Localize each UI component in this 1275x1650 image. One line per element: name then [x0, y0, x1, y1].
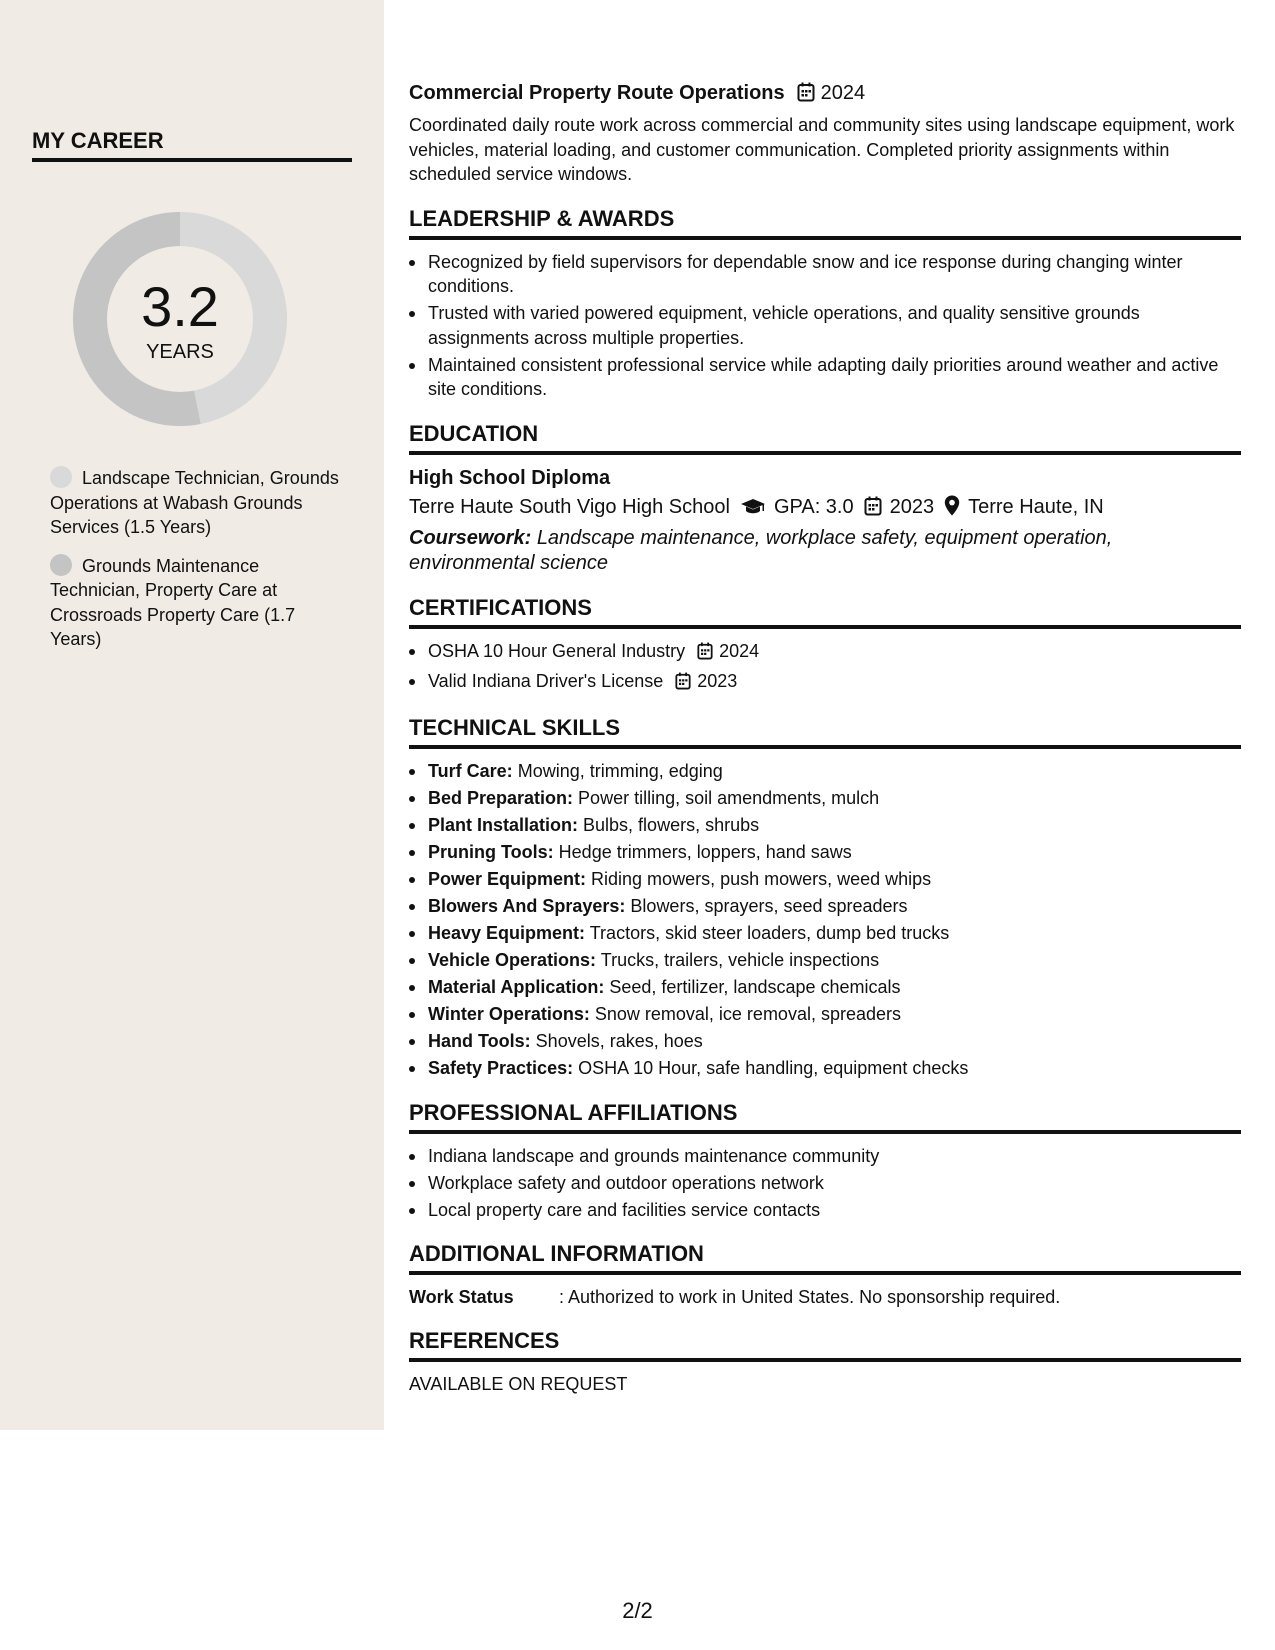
skill-value: Bulbs, flowers, shrubs: [583, 815, 760, 835]
job-description: Coordinated daily route work across commercial and community sites using landscape equipment, work vehicles, material loading, and customer communication. Completed priority assignments within scheduled service windows.: [409, 115, 1235, 184]
skill-label: Hand Tools:: [428, 1031, 531, 1051]
skill-value: Power tilling, soil amendments, mulch: [578, 788, 880, 808]
skill-value: Tractors, skid steer loaders, dump bed trucks: [589, 923, 950, 943]
job-title: Commercial Property Route Operations: [409, 82, 785, 104]
calendar-icon: [697, 642, 713, 667]
certifications-list: [409, 639, 1241, 697]
section-heading-education: EDUCATION: [409, 420, 1241, 455]
graduation-year: 2023: [889, 495, 935, 518]
coursework-text: Landscape maintenance, workplace safety, equipment operation, environmental science: [409, 526, 1113, 574]
section-heading-affiliations: PROFESSIONAL AFFILIATIONS: [409, 1099, 1241, 1134]
list-item: Workplace safety and outdoor operations network: [409, 1171, 1241, 1196]
section-heading-leadership: LEADERSHIP & AWARDS: [409, 205, 1241, 240]
references-text: AVAILABLE ON REQUEST: [409, 1374, 628, 1394]
list-item: [409, 1029, 1241, 1054]
sidebar: [0, 0, 384, 1430]
skill-value: Snow removal, ice removal, spreaders: [594, 1004, 901, 1024]
career-heading: MY CAREER: [32, 128, 352, 162]
location-pin-icon: [944, 494, 960, 526]
school-location: Terre Haute, IN: [968, 495, 1104, 518]
skill-label: Bed Preparation:: [428, 788, 574, 808]
calendar-icon: [864, 494, 882, 526]
section-heading-references: REFERENCES: [409, 1327, 1241, 1362]
skills-list: [409, 759, 1241, 1081]
certification-year: 2023: [697, 670, 738, 691]
work-status-row: [409, 1285, 1241, 1309]
list-item: [409, 639, 1241, 667]
skill-value: OSHA 10 Hour, safe handling, equipment checks: [578, 1058, 969, 1078]
list-item: Local property care and facilities service contacts: [409, 1198, 1241, 1223]
skill-value: Blowers, sprayers, seed spreaders: [630, 896, 908, 916]
skill-value: Seed, fertilizer, landscape chemicals: [609, 977, 901, 997]
leadership-list: [409, 250, 1241, 402]
list-item: [409, 813, 1241, 838]
list-item: [409, 1056, 1241, 1081]
graduation-cap-icon: [740, 494, 766, 526]
total-years-unit: YEARS: [146, 341, 214, 363]
list-item: Maintained consistent professional service while adapting daily priorities around weather and active site conditions.: [409, 353, 1241, 402]
list-item: Indiana landscape and grounds maintenance community: [409, 1144, 1241, 1169]
list-item: [409, 759, 1241, 784]
affiliations-list: [409, 1144, 1241, 1223]
section-heading-skills: TECHNICAL SKILLS: [409, 714, 1241, 749]
skill-label: Safety Practices:: [428, 1058, 574, 1078]
list-item: Recognized by field supervisors for dependable snow and ice response during changing winter conditions.: [409, 250, 1241, 299]
experience-entry-title: [409, 80, 1241, 109]
list-item: [409, 921, 1241, 946]
legend-dot: [50, 554, 72, 576]
section-heading-additional: ADDITIONAL INFORMATION: [409, 1240, 1241, 1275]
certification-year: 2024: [719, 640, 760, 661]
skill-label: Plant Installation:: [428, 815, 579, 835]
main-content: [409, 80, 1241, 1396]
certification-name: OSHA 10 Hour General Industry: [428, 640, 686, 661]
list-item: [409, 1002, 1241, 1027]
skill-label: Turf Care:: [428, 761, 513, 781]
career-legend: [50, 466, 340, 666]
list-item: [409, 867, 1241, 892]
skill-value: Mowing, trimming, edging: [517, 761, 723, 781]
list-item: [409, 840, 1241, 865]
skill-value: Shovels, rakes, hoes: [535, 1031, 703, 1051]
legend-item: [50, 554, 340, 652]
gpa: GPA: 3.0: [773, 495, 854, 518]
skill-label: Winter Operations:: [428, 1004, 590, 1024]
legend-label: Landscape Technician, Grounds Operations at Wabash Grounds Services (1.5 Years): [50, 468, 339, 537]
list-item: [409, 786, 1241, 811]
skill-label: Power Equipment:: [428, 869, 587, 889]
list-item: [409, 948, 1241, 973]
skill-value: Hedge trimmers, loppers, hand saws: [558, 842, 852, 862]
skill-label: Material Application:: [428, 977, 605, 997]
list-item: [409, 894, 1241, 919]
legend-label: Grounds Maintenance Technician, Property Care at Crossroads Property Care (1.7 Years): [50, 555, 296, 649]
school-name: Terre Haute South Vigo High School: [409, 495, 730, 518]
skill-value: Trucks, trailers, vehicle inspections: [600, 950, 880, 970]
legend-item: [50, 466, 340, 540]
calendar-icon: [675, 672, 691, 697]
section-heading-certifications: CERTIFICATIONS: [409, 594, 1241, 629]
list-item: [409, 975, 1241, 1000]
job-year: 2024: [820, 82, 866, 104]
legend-dot: [50, 466, 72, 488]
total-years-value: 3.2: [141, 275, 219, 338]
coursework: [409, 526, 1241, 576]
skill-label: Blowers And Sprayers:: [428, 896, 626, 916]
work-status-value: : Authorized to work in United States. No sponsorship required.: [559, 1287, 1061, 1307]
skill-value: Riding mowers, push mowers, weed whips: [591, 869, 932, 889]
coursework-label: Coursework:: [409, 526, 532, 549]
education-details: [409, 491, 1241, 526]
certification-name: Valid Indiana Driver's License: [428, 670, 664, 691]
work-status-label: Work Status: [409, 1287, 514, 1307]
skill-label: Pruning Tools:: [428, 842, 554, 862]
skill-label: Vehicle Operations:: [428, 950, 597, 970]
education-degree: High School Diploma: [409, 466, 611, 489]
list-item: [409, 669, 1241, 697]
career-donut-chart: [66, 205, 294, 433]
list-item: Trusted with varied powered equipment, vehicle operations, and quality sensitive grounds assignments across multiple properties.: [409, 301, 1241, 350]
calendar-icon: [797, 82, 815, 109]
page-number: 2/2: [622, 1598, 653, 1623]
skill-label: Heavy Equipment:: [428, 923, 586, 943]
